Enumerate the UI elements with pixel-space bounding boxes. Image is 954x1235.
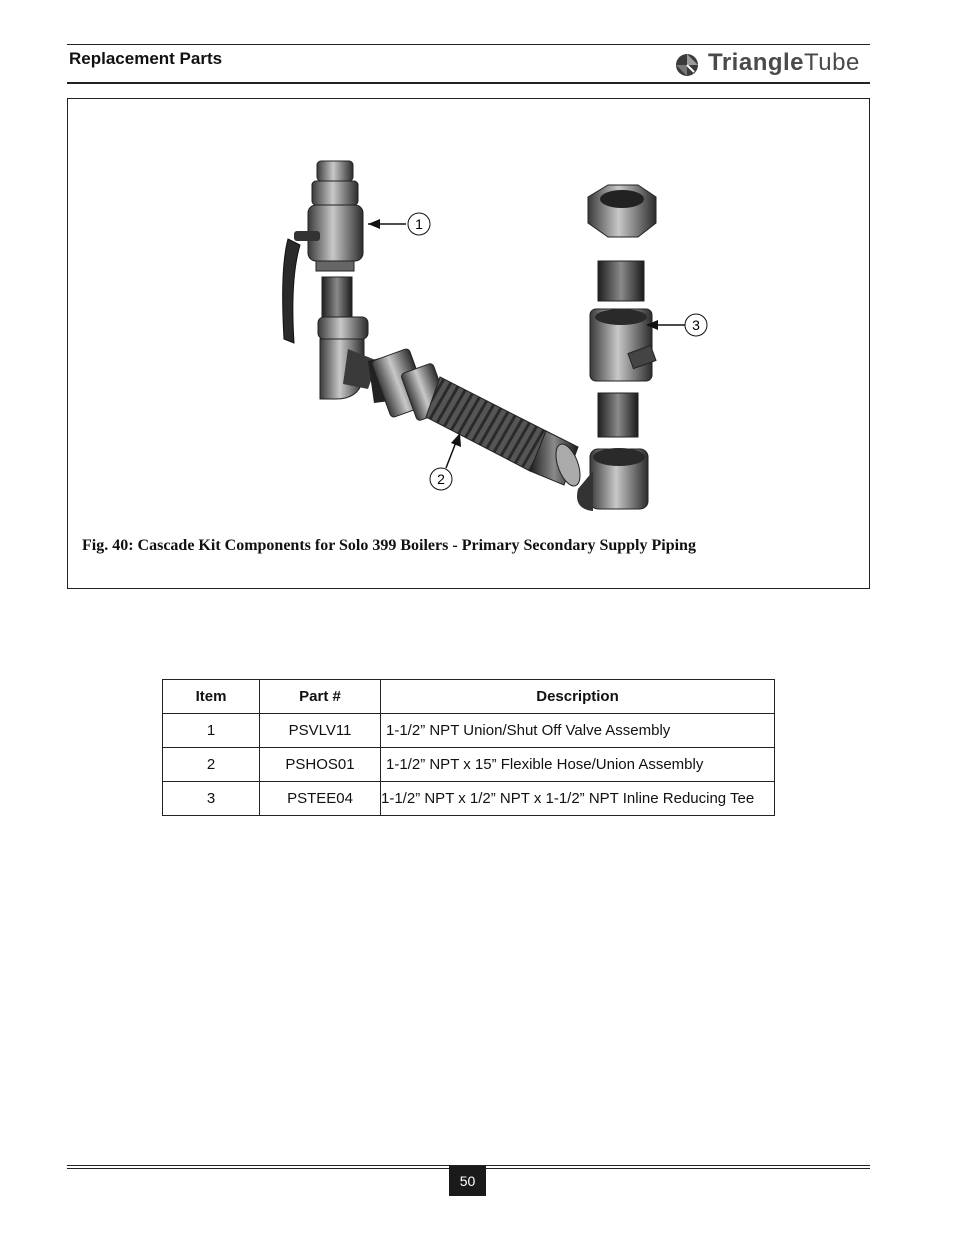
cell-description: 1-1/2” NPT x 1/2” NPT x 1-1/2” NPT Inline Reducing Tee [381, 782, 775, 816]
table-row [163, 748, 775, 782]
figure-caption: Fig. 40: Cascade Kit Components for Solo 399 Boilers - Primary Secondary Supply Piping [82, 537, 696, 554]
column-header-description: Description [381, 680, 775, 714]
column-header-item: Item [163, 680, 260, 714]
triangle-tube-logo-icon [672, 50, 702, 80]
page-title: Replacement Parts [69, 49, 223, 68]
header-bottom-rule [67, 82, 870, 84]
table-row [163, 714, 775, 748]
callout-2-arrowhead [451, 433, 461, 447]
page-number: 50 [449, 1166, 486, 1196]
logo-wordmark: TriangleTube [708, 49, 860, 76]
header-top-rule [67, 44, 870, 45]
table-row [163, 782, 775, 816]
shutoff-valve-part [283, 161, 363, 343]
cell-description: 1-1/2” NPT x 15” Flexible Hose/Union Assembly [381, 748, 775, 782]
cell-item: 3 [163, 782, 260, 816]
brand-logo [672, 48, 868, 80]
cell-part-number: PSTEE04 [260, 782, 381, 816]
callout-1-arrowhead [368, 219, 380, 229]
cell-part-number: PSVLV11 [260, 714, 381, 748]
callout-1-label: 1 [415, 216, 423, 232]
table-header-row [163, 680, 775, 714]
flexible-hose-part [368, 348, 585, 489]
parts-table [162, 679, 775, 816]
column-header-part: Part # [260, 680, 381, 714]
callout-3-label: 3 [692, 317, 700, 333]
cascade-kit-illustration [68, 99, 869, 588]
cell-description: 1-1/2” NPT Union/Shut Off Valve Assembly [381, 714, 775, 748]
cell-part-number: PSHOS01 [260, 748, 381, 782]
elbow-fitting-part [318, 317, 378, 399]
callout-2-label: 2 [437, 471, 445, 487]
reducing-tee-part [577, 185, 656, 511]
cell-item: 2 [163, 748, 260, 782]
cell-item: 1 [163, 714, 260, 748]
figure-box [67, 98, 870, 589]
